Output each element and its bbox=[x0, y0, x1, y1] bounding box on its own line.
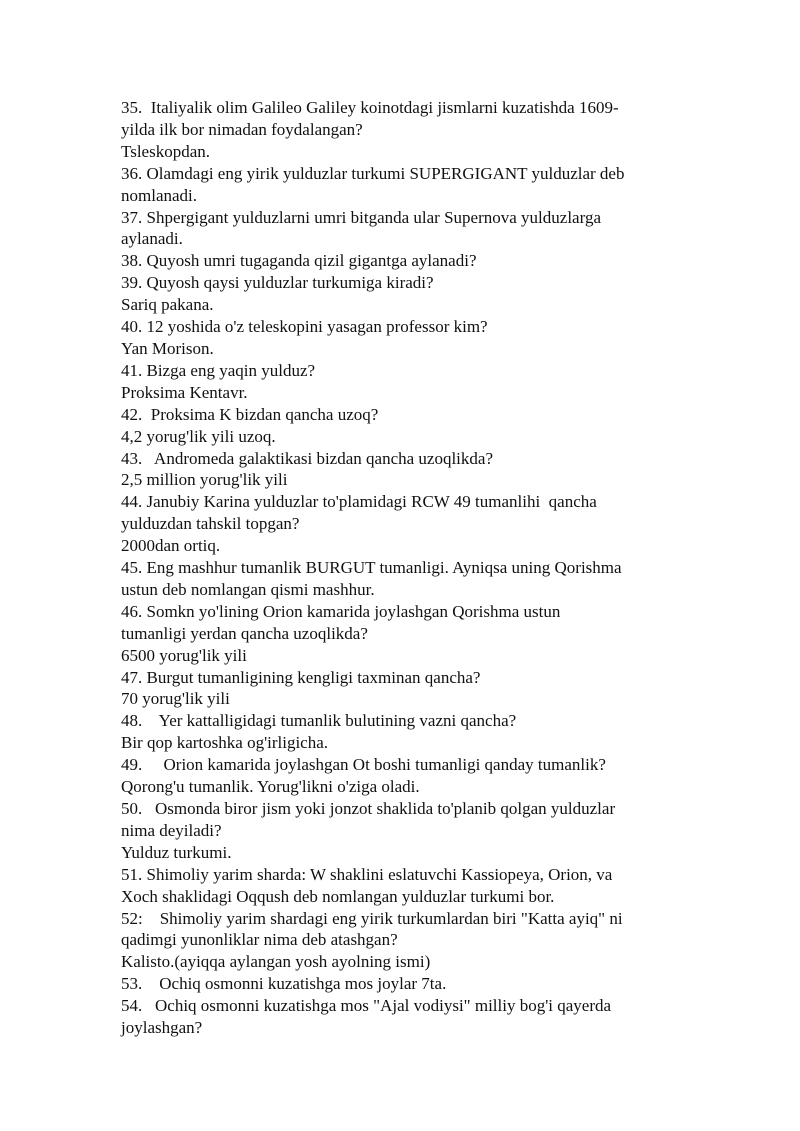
text-line: 2000dan ortiq. bbox=[121, 536, 221, 556]
text-line: 6500 yorug'lik yili bbox=[121, 645, 247, 665]
text-line: yilda ilk bor nimadan foydalangan? bbox=[121, 119, 363, 139]
text-line: 70 yorug'lik yili bbox=[121, 689, 230, 709]
text-line: 4,2 yorug'lik yili uzoq. bbox=[121, 426, 276, 446]
text-line: Proksima Kentavr. bbox=[121, 382, 248, 402]
text-line: 51. Shimoliy yarim sharda: W shaklini eslatuvchi Kassiopeya, Orion, va bbox=[121, 864, 613, 884]
text-line: 49. Orion kamarida joylashgan Ot boshi tumanligi qanday tumanlik? bbox=[121, 755, 606, 775]
text-line: ustun deb nomlangan qismi mashhur. bbox=[121, 579, 375, 599]
text-line: 38. Quyosh umri tugaganda qizil gigantga aylanadi? bbox=[121, 251, 477, 271]
text-line: 42. Proksima K bizdan qancha uzoq? bbox=[121, 404, 379, 424]
text-line: nomlanadi. bbox=[121, 185, 198, 205]
text-line: 44. Janubiy Karina yulduzlar to'plamidagi RCW 49 tumanlihi qancha bbox=[121, 492, 597, 512]
text-line: Sariq pakana. bbox=[121, 295, 214, 315]
text-line: Tsleskopdan. bbox=[121, 141, 210, 161]
text-line: Xoch shaklidagi Oqqush deb nomlangan yulduzlar turkumi bor. bbox=[121, 886, 555, 906]
text-line: 50. Osmonda biror jism yoki jonzot shaklida to'planib qolgan yulduzlar bbox=[121, 799, 616, 818]
text-line: Bir qop kartoshka og'irligicha. bbox=[121, 733, 329, 753]
text-line: Yulduz turkumi. bbox=[121, 842, 232, 862]
text-line: aylanadi. bbox=[121, 229, 183, 249]
text-line: nima deyiladi? bbox=[121, 820, 222, 840]
text-line: Qorong'u tumanlik. Yorug'likni o'ziga oladi. bbox=[121, 777, 420, 797]
text-line: yulduzdan tahskil topgan? bbox=[121, 514, 300, 534]
text-line: 36. Olamdagi eng yirik yulduzlar turkumi SUPERGIGANT yulduzlar deb bbox=[121, 163, 625, 183]
text-line: joylashgan? bbox=[121, 1018, 203, 1038]
text-line: 43. Andromeda galaktikasi bizdan qancha uzoqlikda? bbox=[121, 448, 493, 468]
text-line: 52: Shimoliy yarim shardagi eng yirik turkumlardan biri "Katta ayiq" ni bbox=[121, 908, 623, 928]
text-line: 53. Ochiq osmonni kuzatishga mos joylar 7ta. bbox=[121, 974, 447, 994]
text-line: 47. Burgut tumanligining kengligi taxminan qancha? bbox=[121, 667, 481, 687]
text-line: 40. 12 yoshida o'z teleskopini yasagan professor kim? bbox=[121, 317, 488, 337]
text-line: Yan Morison. bbox=[121, 338, 214, 358]
text-line: tumanligi yerdan qancha uzoqlikda? bbox=[121, 623, 368, 643]
text-line: 39. Quyosh qaysi yulduzlar turkumiga kiradi? bbox=[121, 273, 434, 293]
text-line: 37. Shpergigant yulduzlarni umri bitganda ular Supernova yulduzlarga bbox=[121, 207, 601, 227]
text-line: Kalisto.(ayiqqa aylangan yosh ayolning ismi) bbox=[121, 952, 431, 972]
text-line: qadimgi yunonliklar nima deb atashgan? bbox=[121, 930, 398, 950]
text-line: 48. Yer kattalligidagi tumanlik bulutining vazni qancha? bbox=[121, 711, 517, 731]
text-line: 2,5 million yorug'lik yili bbox=[121, 470, 288, 490]
text-line: 45. Eng mashhur tumanlik BURGUT tumanligi. Ayniqsa uning Qorishma bbox=[121, 558, 622, 578]
text-line: 54. Ochiq osmonni kuzatishga mos "Ajal vodiysi" milliy bog'i qayerda bbox=[121, 996, 612, 1016]
document-body bbox=[121, 97, 691, 1039]
text-line: 35. Italiyalik olim Galileo Galiley koinotdagi jismlarni kuzatishda 1609- bbox=[121, 98, 619, 117]
text-line: 46. Somkn yo'lining Orion kamarida joylashgan Qorishma ustun bbox=[121, 601, 561, 621]
text-line: 41. Bizga eng yaqin yulduz? bbox=[121, 360, 316, 380]
